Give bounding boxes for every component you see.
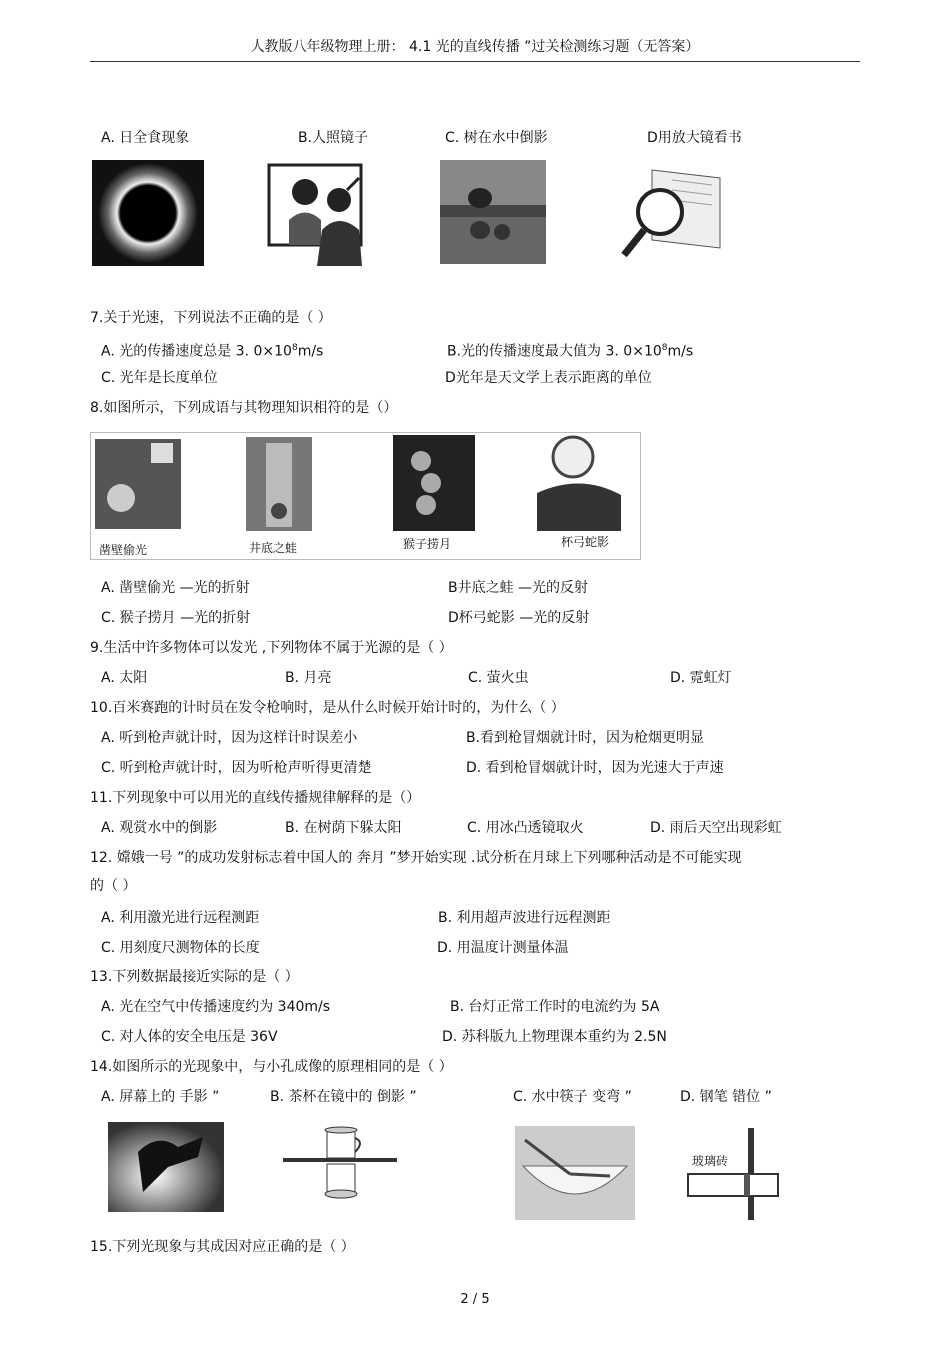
caption-beigong: 杯弓蛇影 xyxy=(561,535,610,549)
q10-option-d: D. 看到枪冒烟就计时，因为光速大于声速 xyxy=(466,760,724,776)
mirror-person-image xyxy=(267,160,369,266)
q12-stem-line1: 12. 嫦娥一号 ”的成功发射标志着中国人的 奔月 ”梦开始实现 .试分析在月球上下列哪种活动是不可能实现 xyxy=(90,850,742,866)
q9-option-d: D. 霓虹灯 xyxy=(670,670,732,686)
q12-option-c: C. 用刻度尺测物体的长度 xyxy=(101,940,260,956)
q8-option-b: B井底之蛙 —光的反射 xyxy=(448,580,589,596)
q10-stem: 10.百米赛跑的计时员在发令枪响时，是从什么时候开始计时的，为什么（ ） xyxy=(90,700,565,716)
q13-option-d: D. 苏科版九上物理课本重约为 2.5N xyxy=(442,1029,667,1045)
idiom-figure xyxy=(90,432,641,560)
q11-option-b: B. 在树荫下躲太阳 xyxy=(285,820,402,836)
q10-option-c: C. 听到枪声就计时，因为听枪声听得更清楚 xyxy=(101,760,372,776)
q6-option-d: D用放大镜看书 xyxy=(647,130,742,146)
caption-jingdi: 井底之蛙 xyxy=(249,541,298,555)
teacup-mirror-image xyxy=(283,1124,397,1210)
glass-block-label: 玻璃砖 xyxy=(692,1154,729,1168)
hand-shadow-image xyxy=(108,1122,224,1212)
q13-option-b: B. 台灯正常工作时的电流约为 5A xyxy=(450,999,660,1015)
q7-option-c: C. 光年是长度单位 xyxy=(101,370,218,386)
q9-option-c: C. 萤火虫 xyxy=(468,670,529,686)
q14-option-d: D. 钢笔 错位 ” xyxy=(680,1089,772,1105)
q8-stem: 8.如图所示，下列成语与其物理知识相符的是（） xyxy=(90,400,398,416)
q11-option-d: D. 雨后天空出现彩虹 xyxy=(650,820,782,836)
q14-stem: 14.如图所示的光现象中，与小孔成像的原理相同的是（ ） xyxy=(90,1059,453,1075)
q15-stem: 15.下列光现象与其成因对应正确的是（ ） xyxy=(90,1239,355,1255)
q7-option-d: D光年是天文学上表示距离的单位 xyxy=(445,370,652,386)
chopsticks-water-image xyxy=(515,1126,635,1220)
q6-option-b: B.人照镜子 xyxy=(298,130,369,146)
caption-houzi: 猴子捞月 xyxy=(403,537,452,551)
tree-reflection-image xyxy=(440,160,546,264)
q12-option-a: A. 利用激光进行远程测距 xyxy=(101,910,260,926)
q12-option-d: D. 用温度计测量体温 xyxy=(437,940,569,956)
q9-option-a: A. 太阳 xyxy=(101,670,148,686)
page-header: 人教版八年级物理上册： 4.1 光的直线传播 ”过关检测练习题（无答案） xyxy=(250,39,700,55)
q13-stem: 13.下列数据最接近实际的是（ ） xyxy=(90,969,299,985)
caption-zaobi: 凿壁偷光 xyxy=(99,543,148,557)
q11-option-a: A. 观赏水中的倒影 xyxy=(101,820,218,836)
q13-option-a: A. 光在空气中传播速度约为 340m/s xyxy=(101,999,331,1015)
q10-option-b: B.看到枪冒烟就计时，因为枪烟更明显 xyxy=(466,730,705,746)
q7-option-a: A. 光的传播速度总是 3. $0\times 10^8m/s$ xyxy=(101,343,324,360)
q9-stem: 9.生活中许多物体可以发光 ,下列物体不属于光源的是（ ） xyxy=(90,640,453,656)
q12-stem-line2: 的（ ） xyxy=(90,878,137,894)
q6-option-c: C. 树在水中倒影 xyxy=(445,130,548,146)
header-rule xyxy=(90,61,860,62)
q7-stem: 7.关于光速，下列说法不正确的是（ ） xyxy=(90,310,332,326)
q6-option-a: A. 日全食现象 xyxy=(101,130,190,146)
q13-option-c: C. 对人体的安全电压是 36V xyxy=(101,1029,278,1045)
q10-option-a: A. 听到枪声就计时，因为这样计时误差小 xyxy=(101,730,358,746)
q14-option-a: A. 屏幕上的 手影 ” xyxy=(101,1089,220,1105)
q11-option-c: C. 用冰凸透镜取火 xyxy=(467,820,584,836)
q9-option-b: B. 月亮 xyxy=(285,670,332,686)
glass-block-pen-image xyxy=(678,1126,798,1222)
magnifier-book-image xyxy=(612,160,726,266)
q7-option-b: B.光的传播速度最大值为 3. $0\times 10^8m/s$ xyxy=(447,343,694,360)
q14-option-c: C. 水中筷子 变弯 ” xyxy=(513,1089,632,1105)
q11-stem: 11.下列现象中可以用光的直线传播规律解释的是（） xyxy=(90,790,421,806)
q12-option-b: B. 利用超声波进行远程测距 xyxy=(438,910,611,926)
q8-option-c: C. 猴子捞月 —光的折射 xyxy=(101,610,251,626)
q8-option-a: A. 凿壁偷光 —光的折射 xyxy=(101,580,250,596)
solar-eclipse-image xyxy=(92,160,204,266)
q14-option-b: B. 茶杯在镜中的 倒影 ” xyxy=(270,1089,417,1105)
q8-option-d: D杯弓蛇影 —光的反射 xyxy=(448,610,590,626)
page-number: 2 / 5 xyxy=(460,1292,490,1307)
